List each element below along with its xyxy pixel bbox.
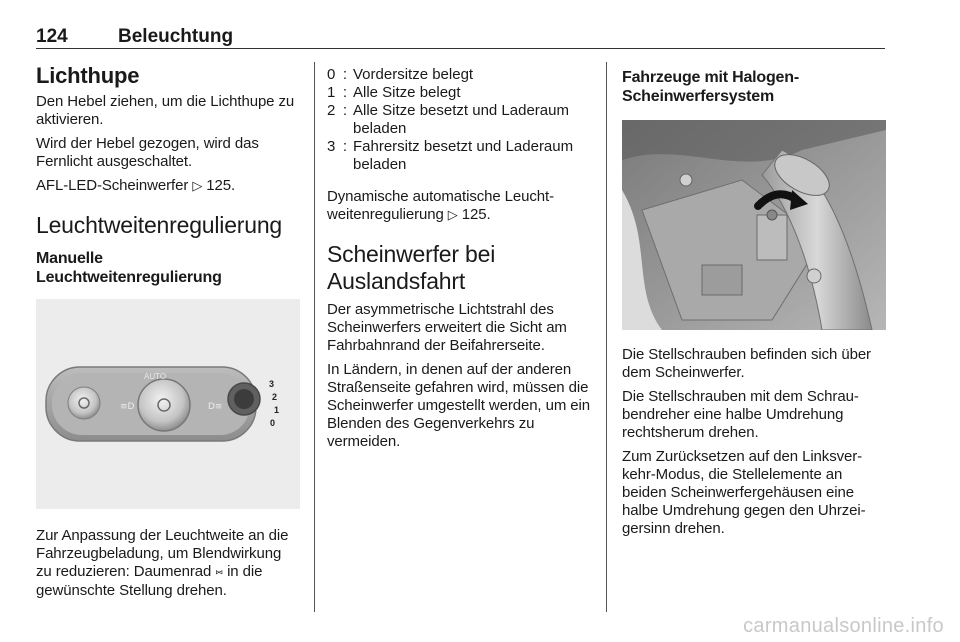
paragraph-halogen-3: Zum Zurücksetzen auf den Linksverkehr-Modus, die Stellelemente an beiden Scheinwerfergehäusen eine halbe Umdrehung gegen den Uhrzeigersinn drehen. — [622, 448, 866, 537]
figure-auto-label: AUTO — [144, 372, 167, 381]
paragraph-lichthupe-2: Wird der Hebel gezogen, wird das Fernlicht ausgeschaltet. — [36, 135, 259, 170]
paragraph-afl-ref — [36, 177, 300, 196]
column-middle — [327, 62, 593, 451]
dynamic-ref-page[interactable]: 125. — [461, 206, 491, 223]
caption-text-1: Zur Anpassung der Leuchtweite an die Fahrzeugbeladung, um Blendwirkung zu reduzieren: Daumenrad — [36, 527, 289, 580]
svg-text:≡D: ≡D — [120, 402, 135, 412]
heading-halogen: Fahrzeuge mit Halogen- Scheinwerfersystem — [622, 69, 799, 105]
caption-text-2: in die gewünschte Stellung drehen. — [36, 563, 263, 599]
paragraph-halogen-1: Die Stellschrauben befinden sich über dem Scheinwerfer. — [622, 346, 871, 381]
paragraph-ausland-1: Der asymmetrische Lichtstrahl des Scheinwerfers erweitert die Sicht am Fahrbahnrand der Beifahrerseite. — [327, 301, 567, 354]
figure-headlamp-switch-panel — [36, 299, 300, 509]
svg-text:D≡: D≡ — [208, 402, 223, 412]
dial-number-0: 0 — [270, 418, 276, 428]
subheading-line-2: Leuchtweitenregulierung — [36, 269, 222, 286]
dial-number-2: 2 — [272, 392, 278, 402]
list-item: 1 : Alle Sitze belegt — [327, 84, 461, 101]
column-right — [622, 62, 888, 538]
afl-ref-page[interactable]: 125. — [206, 177, 236, 194]
chapter-title: Beleuchtung — [118, 26, 234, 47]
figure-adjusting-screws — [622, 120, 886, 330]
caption-manual-leveling — [36, 527, 300, 600]
paragraph-ausland-2: In Ländern, in denen auf der anderen Straßenseite gefahren wird, müssen die Scheinwerfer umgestellt werden, um ein Blenden des Gegenverkehrs zu vermeiden. — [327, 361, 590, 450]
heading-lichthupe: Lichthupe — [36, 63, 140, 88]
page-ref-arrow-icon: ▷ — [447, 208, 458, 223]
column-divider-right — [606, 62, 607, 612]
page-number: 124 — [36, 26, 68, 47]
subheading-line-1: Manuelle — [36, 250, 103, 267]
page-header — [36, 26, 885, 49]
dial-number-1: 1 — [274, 405, 280, 415]
paragraph-lichthupe-1: Den Hebel ziehen, um die Lichthupe zu aktivieren. — [36, 93, 295, 128]
paragraph-halogen-2: Die Stellschrauben mit dem Schraubendreher eine halbe Umdrehung rechtsherum drehen. — [622, 388, 859, 441]
list-item: 2 : Alle Sitze besetzt und Laderaum beladen — [327, 102, 569, 137]
page-ref-arrow-icon: ▷ — [192, 179, 203, 194]
load-state-list — [327, 66, 593, 174]
thumbwheel-icon: ⑅ — [215, 565, 223, 580]
subheading-manuelle — [36, 249, 300, 287]
watermark: carmanualsonline.info — [743, 615, 944, 637]
list-item: 0 : Vordersitze belegt — [327, 66, 474, 83]
paragraph-dynamic-leveling — [327, 188, 593, 225]
column-divider-left — [314, 62, 315, 612]
heading-leuchtweitenregulierung: Leuchtweitenregulierung — [36, 212, 283, 238]
afl-ref-text: AFL-LED-Scheinwerfer — [36, 177, 189, 194]
dial-number-3: 3 — [269, 379, 275, 389]
column-left — [36, 62, 300, 600]
list-item: 3 : Fahrersitz besetzt und Laderaum beladen — [327, 138, 574, 173]
dynamic-ref-text: Dynamische automatische Leuchtweitenregulierung — [327, 188, 555, 223]
heading-auslandsfahrt: Scheinwerfer bei Auslandsfahrt — [327, 241, 496, 294]
